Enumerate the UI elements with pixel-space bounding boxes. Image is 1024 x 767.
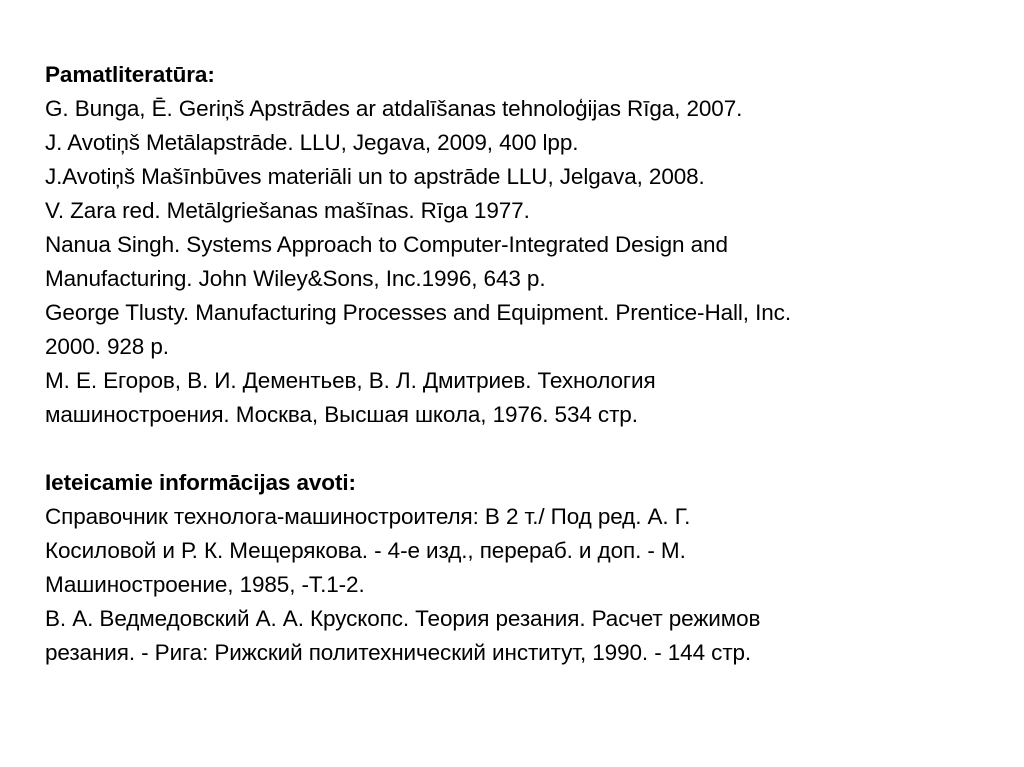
reference-line: Nanua Singh. Systems Approach to Computer-Integrated Design and xyxy=(45,232,728,257)
reference-line: резания. - Рига: Рижский политехнический институт, 1990. - 144 стр. xyxy=(45,640,752,665)
reference-line: В. А. Ведмедовский А. А. Крускопс. Теория резания. Расчет режимов xyxy=(45,606,761,631)
reference-line: J.Avotiņš Mašīnbūves materiāli un to apstrāde LLU, Jelgava, 2008. xyxy=(45,164,705,189)
reference-line: Косиловой и Р. К. Мещерякова. - 4-е изд., перераб. и доп. - М. xyxy=(45,538,686,563)
reference-line: J. Avotiņš Metālapstrāde. LLU, Jegava, 2009, 400 lpp. xyxy=(45,130,579,155)
reference-line: 2000. 928 p. xyxy=(45,334,169,359)
reference-line: G. Bunga, Ē. Geriņš Apstrādes ar atdalīšanas tehnoloģijas Rīga, 2007. xyxy=(45,96,743,121)
primary-literature-heading: Pamatliteratūra: xyxy=(45,62,215,87)
recommended-sources-heading: Ieteicamie informācijas avoti: xyxy=(45,470,356,495)
reference-line: Справочник технолога-машиностроителя: В 2 т./ Под ред. А. Г. xyxy=(45,504,691,529)
reference-line: машиностроения. Москва, Высшая школа, 1976. 534 стр. xyxy=(45,402,638,427)
reference-line: М. Е. Егоров, В. И. Дементьев, В. Л. Дмитриев. Технология xyxy=(45,368,656,393)
section-spacer xyxy=(45,432,1005,466)
reference-line: Машиностроение, 1985, -Т.1-2. xyxy=(45,572,365,597)
reference-line: V. Zara red. Metālgriešanas mašīnas. Rīga 1977. xyxy=(45,198,530,223)
slide-content xyxy=(45,58,1005,670)
reference-line: George Tlusty. Manufacturing Processes and Equipment. Prentice-Hall, Inc. xyxy=(45,300,791,325)
reference-line: Manufacturing. John Wiley&Sons, Inc.1996, 643 p. xyxy=(45,266,546,291)
